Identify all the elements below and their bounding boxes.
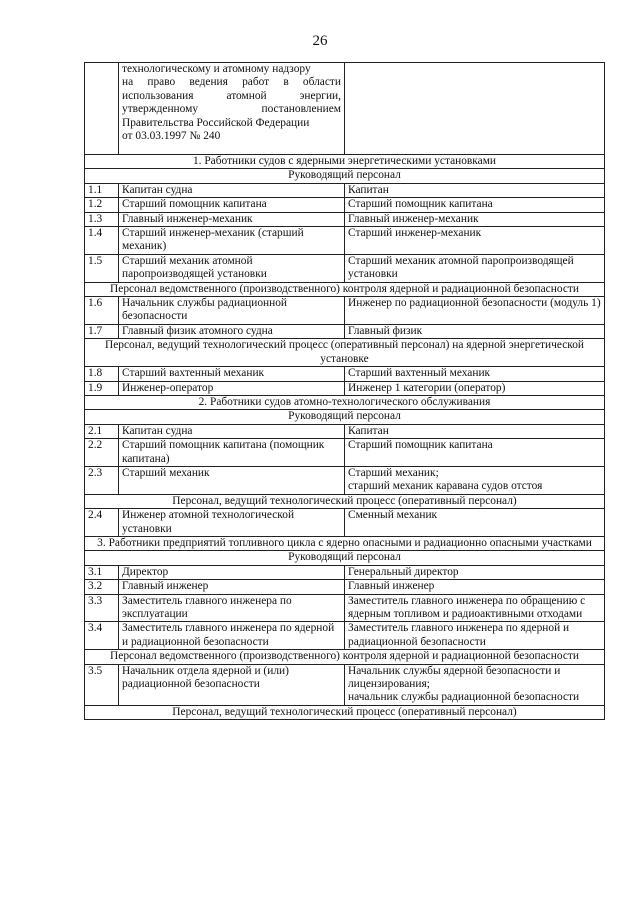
new-position: Главный инженер xyxy=(345,580,605,594)
subsection-title: Руководящий персонал xyxy=(85,410,605,424)
table-row xyxy=(85,439,605,467)
text-line: от 03.03.1997 № 240 xyxy=(122,130,221,143)
table-row xyxy=(85,183,605,197)
old-position: Старший механик атомной паропроизводящей установки xyxy=(119,254,345,282)
new-position: Старший механик атомной паропроизводящей установки xyxy=(345,254,605,282)
section-header-row xyxy=(85,395,605,409)
row-number: 1.1 xyxy=(85,183,119,197)
subsection-title: Персонал, ведущий технологический процесс (оперативный персонал) xyxy=(85,494,605,508)
subsection-row xyxy=(85,282,605,296)
new-position: Старший помощник капитана xyxy=(345,198,605,212)
old-position: Заместитель главного инженера по эксплуатации xyxy=(119,594,345,622)
subsection-row xyxy=(85,650,605,664)
new-position: Сменный механик xyxy=(345,509,605,537)
text-line: использования атомной энергии, xyxy=(122,89,341,102)
row-number: 3.2 xyxy=(85,580,119,594)
new-position-cell xyxy=(345,664,605,705)
new-position: Инженер по радиационной безопасности (модуль 1) xyxy=(345,297,605,325)
new-position: Начальник службы ядерной безопасности и лицензирования; xyxy=(348,664,561,691)
subsection-title: Персонал ведомственного (производственного) контроля ядерной и радиационной безопасности xyxy=(85,650,605,664)
table-row xyxy=(85,664,605,705)
new-position: Старший механик; xyxy=(348,466,439,479)
personnel-table xyxy=(84,62,605,720)
row-number: 2.3 xyxy=(85,466,119,494)
table-row xyxy=(85,381,605,395)
old-position: Главный инженер xyxy=(119,580,345,594)
table-row xyxy=(85,324,605,338)
text-line: на право ведения работ в области xyxy=(122,76,341,89)
new-position: Инженер 1 категории (оператор) xyxy=(345,381,605,395)
old-position: Главный физик атомного судна xyxy=(119,324,345,338)
table-row xyxy=(85,198,605,212)
row-number: 1.2 xyxy=(85,198,119,212)
row-number: 3.4 xyxy=(85,622,119,650)
table-row xyxy=(85,594,605,622)
subsection-row xyxy=(85,551,605,565)
new-position: Главный физик xyxy=(345,324,605,338)
table-row xyxy=(85,509,605,537)
row-number: 3.1 xyxy=(85,565,119,579)
old-position: Начальник отдела ядерной и (или) радиационной безопасности xyxy=(119,664,345,705)
subsection-title: Персонал, ведущий технологический процесс (оперативный персонал) xyxy=(85,705,605,719)
new-position: Заместитель главного инженера по ядерной и радиационной безопасности xyxy=(345,622,605,650)
table-row xyxy=(85,254,605,282)
new-position: Старший вахтенный механик xyxy=(345,367,605,381)
row-number: 2.1 xyxy=(85,424,119,438)
new-position: Генеральный директор xyxy=(345,565,605,579)
row-number: 1.8 xyxy=(85,367,119,381)
subsection-title: Персонал ведомственного (производственного) контроля ядерной и радиационной безопасности xyxy=(85,282,605,296)
new-position: Старший помощник капитана xyxy=(345,439,605,467)
new-position: Старший инженер-механик xyxy=(345,227,605,255)
old-position: Заместитель главного инженера по ядерной и радиационной безопасности xyxy=(119,622,345,650)
text-line: утвержденному постановлением xyxy=(122,103,341,116)
old-position: Старший вахтенный механик xyxy=(119,367,345,381)
row-number: 1.5 xyxy=(85,254,119,282)
old-position: Старший помощник капитана xyxy=(119,198,345,212)
row-number: 1.3 xyxy=(85,212,119,226)
table-row xyxy=(85,227,605,255)
table-row xyxy=(85,212,605,226)
section-header-row xyxy=(85,536,605,550)
old-position: Директор xyxy=(119,565,345,579)
new-position: Главный инженер-механик xyxy=(345,212,605,226)
subsection-row xyxy=(85,169,605,183)
row-number: 1.7 xyxy=(85,324,119,338)
old-position: Старший механик xyxy=(119,466,345,494)
old-position: Капитан судна xyxy=(119,424,345,438)
new-position: Капитан xyxy=(345,424,605,438)
row-number: 3.5 xyxy=(85,664,119,705)
text-line: Правительства Российской Федерации xyxy=(122,116,310,129)
subsection-title: Руководящий персонал xyxy=(85,169,605,183)
section-header-row xyxy=(85,155,605,169)
table-row xyxy=(85,297,605,325)
old-position: Начальник службы радиационной безопасности xyxy=(119,297,345,325)
table-row xyxy=(85,565,605,579)
table-row xyxy=(85,580,605,594)
new-name-cell xyxy=(345,63,605,155)
new-position: Заместитель главного инженера по обращению с ядерным топливом и радиоактивными отходами xyxy=(345,594,605,622)
subsection-row xyxy=(85,410,605,424)
row-number: 3.3 xyxy=(85,594,119,622)
table-row xyxy=(85,424,605,438)
new-position: Капитан xyxy=(345,183,605,197)
new-position-cell xyxy=(345,466,605,494)
continued-text-cell xyxy=(119,63,345,155)
old-position: Старший помощник капитана (помощник капитана) xyxy=(119,439,345,467)
row-number: 1.9 xyxy=(85,381,119,395)
section-title: 3. Работники предприятий топливного цикла с ядерно опасными и радиационно опасными участками xyxy=(85,536,605,550)
row-number: 2.2 xyxy=(85,439,119,467)
subsection-row xyxy=(85,339,605,367)
page-number: 26 xyxy=(312,33,328,49)
old-position: Главный инженер-механик xyxy=(119,212,345,226)
table-row xyxy=(85,466,605,494)
subsection-row xyxy=(85,494,605,508)
subsection-title: Руководящий персонал xyxy=(85,551,605,565)
text-line: технологическому и атомному надзору xyxy=(122,63,311,75)
old-position: Инженер-оператор xyxy=(119,381,345,395)
subsection-row xyxy=(85,705,605,719)
subsection-title: Персонал, ведущий технологический процесс (оперативный персонал) на ядерной энергетической установке xyxy=(85,339,605,367)
section-title: 1. Работники судов с ядерными энергетическими установками xyxy=(85,155,605,169)
row-number: 1.6 xyxy=(85,297,119,325)
num-cell xyxy=(85,63,119,155)
new-position: начальник службы радиационной безопасности xyxy=(348,691,580,704)
section-title: 2. Работники судов атомно-технологического обслуживания xyxy=(85,395,605,409)
table-row xyxy=(85,622,605,650)
row-number: 1.4 xyxy=(85,227,119,255)
row-number: 2.4 xyxy=(85,509,119,537)
table-row-continuation xyxy=(85,63,605,155)
table-row xyxy=(85,367,605,381)
old-position: Старший инженер-механик (старший механик) xyxy=(119,227,345,255)
new-position: старший механик каравана судов отстоя xyxy=(348,480,543,493)
old-position: Капитан судна xyxy=(119,183,345,197)
old-position: Инженер атомной технологической установки xyxy=(119,509,345,537)
